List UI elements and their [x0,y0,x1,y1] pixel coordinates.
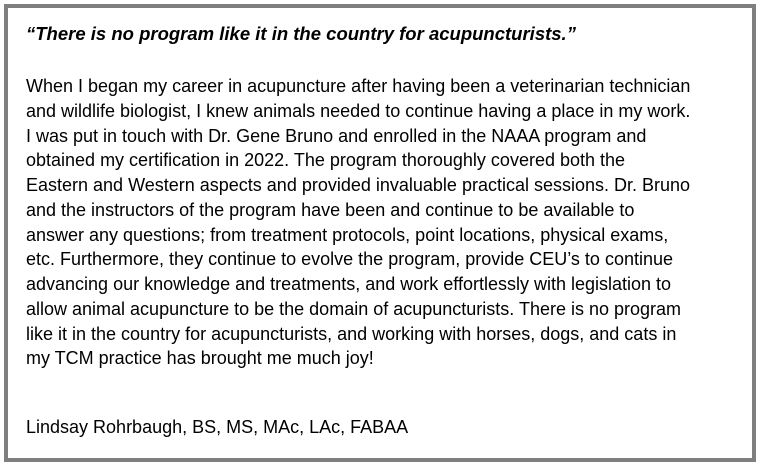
testimonial-card [4,4,756,462]
body-line: When I began my career in acupuncture after having been a veterinarian technician [26,76,691,96]
body-line: answer any questions; from treatment protocols, point locations, physical exams, [26,224,669,245]
body-line: my TCM practice has brought me much joy! [26,348,374,369]
body-line: obtained my certification in 2022. The program thoroughly covered both the [26,150,626,171]
body-line: like it in the country for acupuncturists, and working with horses, dogs, and cats in [26,323,677,344]
body-line: and wildlife biologist, I knew animals needed to continue having a place in my work. [26,100,691,121]
body-line: allow animal acupuncture to be the domain of acupuncturists. There is no program [26,298,682,319]
testimonial-body [26,74,756,371]
testimonial-signature: Lindsay Rohrbaugh, BS, MS, MAc, LAc, FABAA [26,417,409,437]
body-line: advancing our knowledge and treatments, and work effortlessly with legislation to [26,274,672,294]
testimonial-headline: “There is no program like it in the country for acupuncturists.” [26,23,576,44]
body-line: I was put in touch with Dr. Gene Bruno and enrolled in the NAAA program and [26,125,647,146]
body-line: etc. Furthermore, they continue to evolve the program, provide CEU’s to continue [26,249,673,270]
body-line: and the instructors of the program have been and continue to be available to [26,199,635,220]
body-line: Eastern and Western aspects and provided invaluable practical sessions. Dr. Bruno [26,175,691,195]
